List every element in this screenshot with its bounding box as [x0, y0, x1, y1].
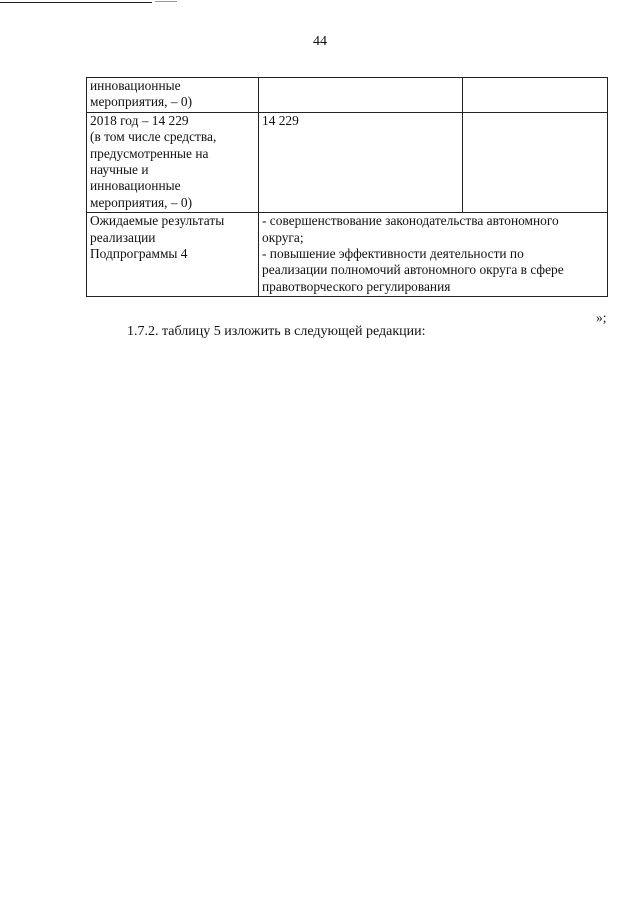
table-cell-value [259, 112, 463, 212]
top-rule-tail [155, 1, 177, 2]
table-row [87, 213, 608, 297]
table-cell-results [259, 213, 608, 297]
cell-line: округа; [262, 229, 304, 245]
cell-line: мероприятия, – 0) [90, 94, 193, 110]
closing-quote: »; [596, 310, 607, 325]
cell-line: Подпрограммы 4 [90, 246, 188, 262]
table-cell-label [87, 213, 259, 297]
cell-line: 14 229 [262, 112, 299, 128]
cell-line: инновационные [90, 78, 181, 93]
table-cell-label [87, 78, 259, 113]
body-paragraph: 1.7.2. таблицу 5 изложить в следующей редакции: [127, 324, 426, 339]
table-cell-empty [463, 112, 608, 212]
cell-line: предусмотренные на [90, 145, 209, 161]
table-cell-label [87, 112, 259, 212]
cell-line: реализации [90, 229, 156, 245]
cell-line: реализации полномочий автономного округа в сфере [262, 262, 564, 278]
table-row [87, 78, 608, 113]
cell-line: научные и [90, 162, 149, 178]
top-rule [0, 2, 152, 3]
page-number: 44 [313, 34, 327, 49]
cell-line: мероприятия, – 0) [90, 194, 193, 210]
cell-line: (в том числе средства, [90, 129, 217, 145]
cell-line: инновационные [90, 178, 181, 194]
document-table [86, 77, 608, 297]
cell-line: Ожидаемые результаты [90, 213, 225, 229]
table-row [87, 112, 608, 212]
cell-line: правотворческого регулирования [262, 278, 451, 294]
cell-line: 2018 год – 14 229 [90, 112, 189, 128]
table-cell-value [259, 78, 463, 113]
cell-line: - совершенствование законодательства автономного [262, 213, 559, 229]
cell-line: - повышение эффективности деятельности по [262, 246, 524, 262]
table-cell-empty [463, 78, 608, 113]
